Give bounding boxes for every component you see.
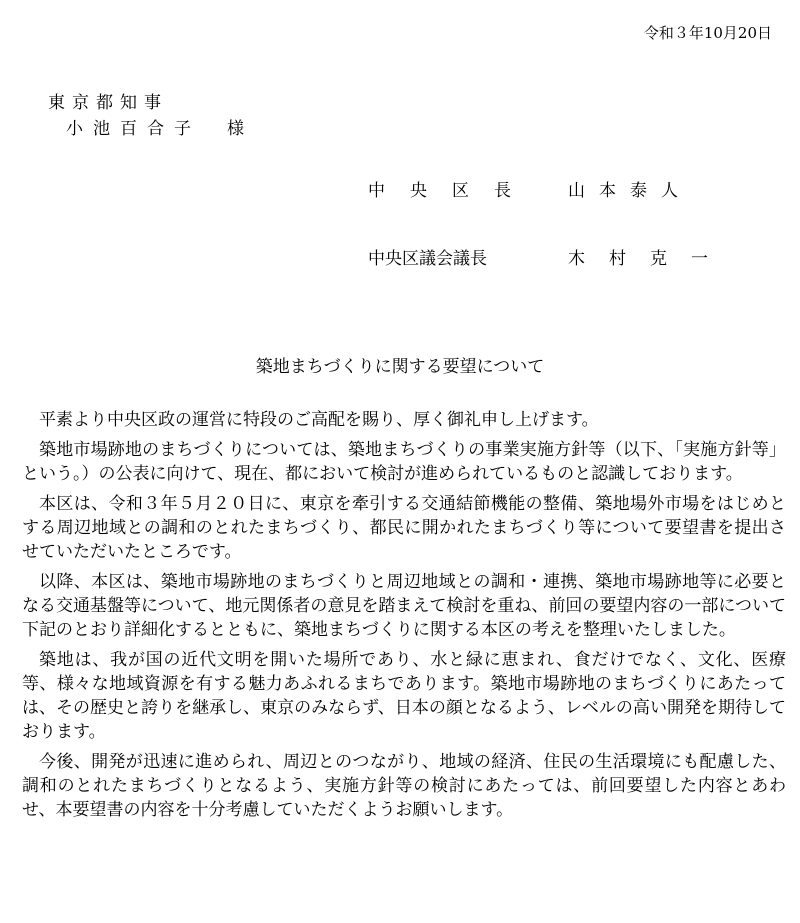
body-paragraph: 築地市場跡地のまちづくりについては、築地まちづくりの事業実施方針等（以下、「実施方針等」という。）の公表に向けて、現在、都において検討が進められているものと認識しております。 [22, 440, 786, 484]
document-date: 令和３年10月20日 [643, 24, 772, 42]
body-paragraph: 今後、開発が迅速に進められ、周辺とのつながり、地域の経済、住民の生活環境にも配慮した、調和のとれたまちづくりとなるよう、実施方針等の検討にあたっては、前回要望した内容とあわせ、本要望書の内容を十分考慮していただくようお願いします。 [22, 752, 786, 820]
recipient-honorific: 様 [227, 119, 244, 139]
sender-mayor [368, 176, 692, 201]
sender-council-chair [368, 244, 732, 269]
recipient-organization: 東京都知事 [48, 93, 168, 113]
sender-name: 山本泰人 [568, 181, 692, 201]
sender-name: 木村克一 [568, 249, 732, 269]
recipient-name: 小池百合子 [66, 119, 201, 139]
sender-title: 中央区長 [368, 181, 536, 201]
body-paragraph: 以降、本区は、築地市場跡地のまちづくりと周辺地域との調和・連携、築地市場跡地等に必要となる交通基盤等について、地元関係者の意見を踏まえて検討を重ね、前回の要望内容の一部について下記のとおり詳細化するとともに、築地まちづくりに関する本区の考えを整理いたしました。 [22, 572, 786, 640]
document-body [22, 408, 786, 828]
body-paragraph: 平素より中央区政の運営に特段のご高配を賜り、厚く御礼申し上げます。 [39, 410, 599, 430]
sender-title: 中央区議会議長 [368, 249, 487, 269]
document-subject: 築地まちづくりに関する要望について [255, 357, 545, 377]
body-paragraph: 築地は、我が国の近代文明を開いた場所であり、水と緑に恵まれ、食だけでなく、文化、医療等、様々な地域資源を有する魅力あふれるまちであります。築地市場跡地のまちづくりにあたっては、その歴史と誇りを継承し、東京のみならず、日本の顔となるよう、レベルの高い開発を期待しております。 [22, 650, 786, 742]
recipient-block [66, 114, 244, 139]
body-paragraph: 本区は、令和３年５月２０日に、東京を牽引する交通結節機能の整備、築地場外市場をはじめとする周辺地域との調和のとれたまちづくり、都民に開かれたまちづくり等について要望書を提出させていただいたところです。 [22, 494, 786, 562]
